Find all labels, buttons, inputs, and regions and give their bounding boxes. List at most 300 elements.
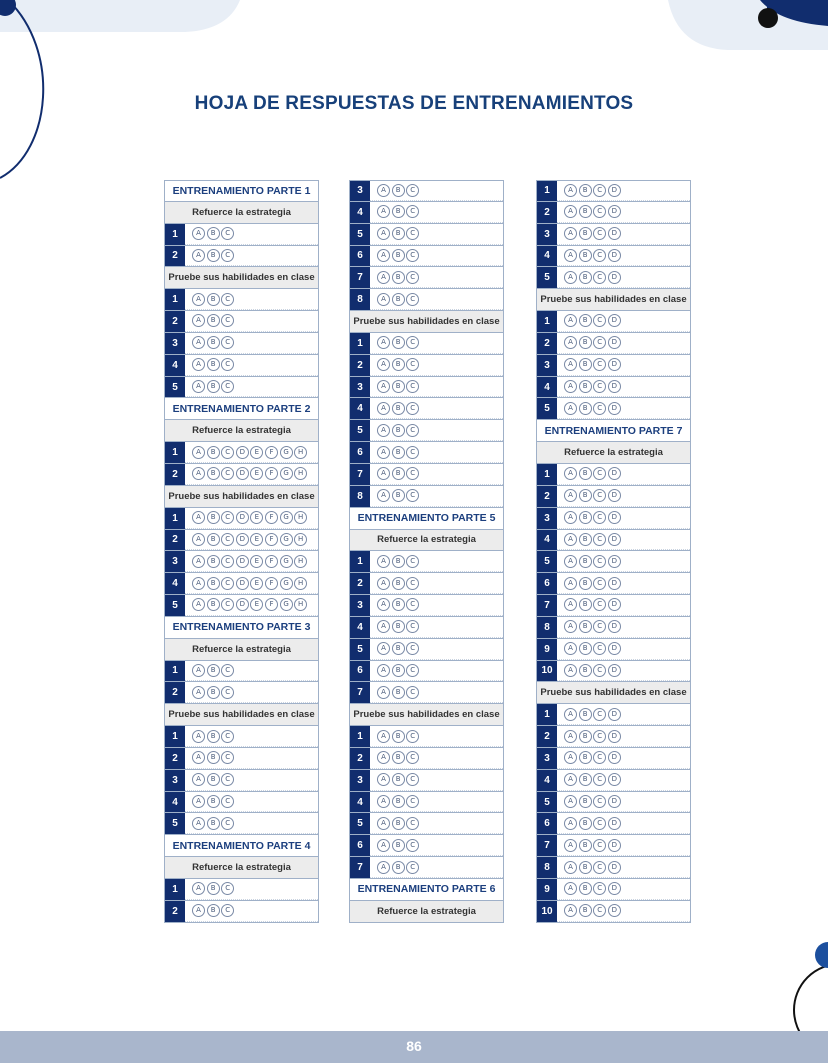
answer-bubble[interactable]: A	[377, 184, 390, 197]
answer-bubble[interactable]: F	[265, 598, 278, 611]
answer-bubble[interactable]: H	[294, 598, 307, 611]
answer-bubble[interactable]: D	[608, 620, 621, 633]
answer-bubble[interactable]: B	[392, 249, 405, 262]
answer-bubble[interactable]: B	[392, 184, 405, 197]
answer-bubble[interactable]: A	[564, 577, 577, 590]
answer-bubble[interactable]: B	[579, 227, 592, 240]
answer-bubble[interactable]: C	[221, 467, 234, 480]
answer-bubble[interactable]: C	[406, 446, 419, 459]
answer-bubble[interactable]: C	[221, 533, 234, 546]
answer-bubble[interactable]: B	[392, 795, 405, 808]
answer-bubble[interactable]: A	[377, 227, 390, 240]
answer-bubble[interactable]: A	[377, 795, 390, 808]
answer-bubble[interactable]: B	[392, 555, 405, 568]
answer-bubble[interactable]: A	[377, 358, 390, 371]
answer-bubble[interactable]: D	[608, 184, 621, 197]
answer-bubble[interactable]: B	[579, 817, 592, 830]
answer-bubble[interactable]: C	[221, 358, 234, 371]
answer-bubble[interactable]: D	[608, 817, 621, 830]
answer-bubble[interactable]: F	[265, 533, 278, 546]
answer-bubble[interactable]: A	[377, 861, 390, 874]
answer-bubble[interactable]: D	[608, 708, 621, 721]
answer-bubble[interactable]: C	[593, 751, 606, 764]
answer-bubble[interactable]: B	[579, 751, 592, 764]
answer-bubble[interactable]: B	[207, 533, 220, 546]
answer-bubble[interactable]: A	[192, 773, 205, 786]
answer-bubble[interactable]: D	[236, 577, 249, 590]
answer-bubble[interactable]: C	[593, 336, 606, 349]
answer-bubble[interactable]: B	[207, 555, 220, 568]
answer-bubble[interactable]: C	[406, 730, 419, 743]
answer-bubble[interactable]: B	[579, 380, 592, 393]
answer-bubble[interactable]: E	[250, 446, 263, 459]
answer-bubble[interactable]: C	[406, 555, 419, 568]
answer-bubble[interactable]: B	[579, 358, 592, 371]
answer-bubble[interactable]: C	[593, 708, 606, 721]
answer-bubble[interactable]: C	[221, 598, 234, 611]
answer-bubble[interactable]: C	[593, 795, 606, 808]
answer-bubble[interactable]: C	[221, 336, 234, 349]
answer-bubble[interactable]: B	[207, 751, 220, 764]
answer-bubble[interactable]: C	[406, 686, 419, 699]
answer-bubble[interactable]: A	[192, 555, 205, 568]
answer-bubble[interactable]: B	[579, 642, 592, 655]
answer-bubble[interactable]: B	[207, 314, 220, 327]
answer-bubble[interactable]: F	[265, 555, 278, 568]
answer-bubble[interactable]: C	[406, 380, 419, 393]
answer-bubble[interactable]: D	[608, 205, 621, 218]
answer-bubble[interactable]: A	[192, 533, 205, 546]
answer-bubble[interactable]: C	[406, 184, 419, 197]
answer-bubble[interactable]: A	[564, 730, 577, 743]
answer-bubble[interactable]: C	[593, 380, 606, 393]
answer-bubble[interactable]: B	[579, 205, 592, 218]
answer-bubble[interactable]: C	[406, 795, 419, 808]
answer-bubble[interactable]: A	[377, 424, 390, 437]
answer-bubble[interactable]: A	[564, 817, 577, 830]
answer-bubble[interactable]: A	[564, 227, 577, 240]
answer-bubble[interactable]: C	[593, 184, 606, 197]
answer-bubble[interactable]: B	[392, 446, 405, 459]
answer-bubble[interactable]: E	[250, 533, 263, 546]
answer-bubble[interactable]: C	[221, 664, 234, 677]
answer-bubble[interactable]: C	[221, 904, 234, 917]
answer-bubble[interactable]: A	[377, 577, 390, 590]
answer-bubble[interactable]: B	[207, 817, 220, 830]
answer-bubble[interactable]: A	[192, 730, 205, 743]
answer-bubble[interactable]: A	[377, 446, 390, 459]
answer-bubble[interactable]: A	[564, 358, 577, 371]
answer-bubble[interactable]: A	[192, 751, 205, 764]
answer-bubble[interactable]: A	[192, 598, 205, 611]
answer-bubble[interactable]: H	[294, 577, 307, 590]
answer-bubble[interactable]: C	[406, 577, 419, 590]
answer-bubble[interactable]: B	[579, 402, 592, 415]
answer-bubble[interactable]: A	[564, 467, 577, 480]
answer-bubble[interactable]: C	[221, 380, 234, 393]
answer-bubble[interactable]: C	[593, 773, 606, 786]
answer-bubble[interactable]: C	[593, 642, 606, 655]
answer-bubble[interactable]: E	[250, 511, 263, 524]
answer-bubble[interactable]: A	[377, 598, 390, 611]
answer-bubble[interactable]: D	[608, 664, 621, 677]
answer-bubble[interactable]: C	[406, 839, 419, 852]
answer-bubble[interactable]: B	[579, 882, 592, 895]
answer-bubble[interactable]: A	[377, 839, 390, 852]
answer-bubble[interactable]: D	[236, 467, 249, 480]
answer-bubble[interactable]: B	[207, 467, 220, 480]
answer-bubble[interactable]: C	[406, 664, 419, 677]
answer-bubble[interactable]: D	[608, 380, 621, 393]
answer-bubble[interactable]: D	[608, 555, 621, 568]
answer-bubble[interactable]: B	[392, 293, 405, 306]
answer-bubble[interactable]: B	[392, 620, 405, 633]
answer-bubble[interactable]: D	[608, 642, 621, 655]
answer-bubble[interactable]: A	[192, 577, 205, 590]
answer-bubble[interactable]: G	[280, 446, 293, 459]
answer-bubble[interactable]: A	[564, 555, 577, 568]
answer-bubble[interactable]: A	[564, 380, 577, 393]
answer-bubble[interactable]: C	[593, 467, 606, 480]
answer-bubble[interactable]: C	[406, 598, 419, 611]
answer-bubble[interactable]: B	[579, 467, 592, 480]
answer-bubble[interactable]: A	[377, 402, 390, 415]
answer-bubble[interactable]: C	[593, 882, 606, 895]
answer-bubble[interactable]: A	[377, 620, 390, 633]
answer-bubble[interactable]: F	[265, 577, 278, 590]
answer-bubble[interactable]: E	[250, 555, 263, 568]
answer-bubble[interactable]: A	[377, 817, 390, 830]
answer-bubble[interactable]: B	[392, 227, 405, 240]
answer-bubble[interactable]: A	[192, 227, 205, 240]
answer-bubble[interactable]: A	[377, 293, 390, 306]
answer-bubble[interactable]: C	[221, 555, 234, 568]
answer-bubble[interactable]: A	[564, 184, 577, 197]
answer-bubble[interactable]: C	[406, 402, 419, 415]
answer-bubble[interactable]: B	[207, 730, 220, 743]
answer-bubble[interactable]: B	[579, 664, 592, 677]
answer-bubble[interactable]: D	[236, 598, 249, 611]
answer-bubble[interactable]: G	[280, 555, 293, 568]
answer-bubble[interactable]: A	[192, 336, 205, 349]
answer-bubble[interactable]: B	[392, 773, 405, 786]
answer-bubble[interactable]: D	[608, 861, 621, 874]
answer-bubble[interactable]: B	[207, 686, 220, 699]
answer-bubble[interactable]: B	[392, 424, 405, 437]
answer-bubble[interactable]: G	[280, 598, 293, 611]
answer-bubble[interactable]: C	[593, 402, 606, 415]
answer-bubble[interactable]: A	[564, 402, 577, 415]
answer-bubble[interactable]: A	[564, 642, 577, 655]
answer-bubble[interactable]: B	[392, 598, 405, 611]
answer-bubble[interactable]: B	[392, 817, 405, 830]
answer-bubble[interactable]: A	[192, 380, 205, 393]
answer-bubble[interactable]: A	[564, 620, 577, 633]
answer-bubble[interactable]: A	[192, 446, 205, 459]
answer-bubble[interactable]: A	[192, 249, 205, 262]
answer-bubble[interactable]: B	[579, 708, 592, 721]
answer-bubble[interactable]: A	[192, 314, 205, 327]
answer-bubble[interactable]: B	[207, 577, 220, 590]
answer-bubble[interactable]: D	[236, 533, 249, 546]
answer-bubble[interactable]: A	[192, 467, 205, 480]
answer-bubble[interactable]: A	[564, 882, 577, 895]
answer-bubble[interactable]: D	[608, 773, 621, 786]
answer-bubble[interactable]: A	[564, 205, 577, 218]
answer-bubble[interactable]: A	[377, 380, 390, 393]
answer-bubble[interactable]: D	[608, 795, 621, 808]
answer-bubble[interactable]: C	[593, 577, 606, 590]
answer-bubble[interactable]: B	[207, 293, 220, 306]
answer-bubble[interactable]: B	[579, 511, 592, 524]
answer-bubble[interactable]: A	[564, 533, 577, 546]
answer-bubble[interactable]: A	[564, 664, 577, 677]
answer-bubble[interactable]: A	[377, 555, 390, 568]
answer-bubble[interactable]: B	[579, 336, 592, 349]
answer-bubble[interactable]: C	[406, 336, 419, 349]
answer-bubble[interactable]: D	[608, 271, 621, 284]
answer-bubble[interactable]: B	[579, 533, 592, 546]
answer-bubble[interactable]: B	[207, 511, 220, 524]
answer-bubble[interactable]: C	[221, 446, 234, 459]
answer-bubble[interactable]: D	[608, 511, 621, 524]
answer-bubble[interactable]: B	[392, 751, 405, 764]
answer-bubble[interactable]: B	[392, 686, 405, 699]
answer-bubble[interactable]: B	[579, 620, 592, 633]
answer-bubble[interactable]: D	[608, 839, 621, 852]
answer-bubble[interactable]: C	[221, 249, 234, 262]
answer-bubble[interactable]: C	[593, 730, 606, 743]
answer-bubble[interactable]: C	[593, 511, 606, 524]
answer-bubble[interactable]: C	[593, 227, 606, 240]
answer-bubble[interactable]: B	[392, 664, 405, 677]
answer-bubble[interactable]: D	[608, 249, 621, 262]
answer-bubble[interactable]: C	[593, 314, 606, 327]
answer-bubble[interactable]: A	[377, 271, 390, 284]
answer-bubble[interactable]: C	[406, 773, 419, 786]
answer-bubble[interactable]: B	[579, 489, 592, 502]
answer-bubble[interactable]: B	[392, 577, 405, 590]
answer-bubble[interactable]: B	[207, 795, 220, 808]
answer-bubble[interactable]: C	[406, 861, 419, 874]
answer-bubble[interactable]: E	[250, 598, 263, 611]
answer-bubble[interactable]: H	[294, 467, 307, 480]
answer-bubble[interactable]: A	[192, 293, 205, 306]
answer-bubble[interactable]: B	[579, 184, 592, 197]
answer-bubble[interactable]: A	[564, 336, 577, 349]
answer-bubble[interactable]: D	[608, 358, 621, 371]
answer-bubble[interactable]: B	[579, 904, 592, 917]
answer-bubble[interactable]: H	[294, 511, 307, 524]
answer-bubble[interactable]: G	[280, 577, 293, 590]
answer-bubble[interactable]: H	[294, 446, 307, 459]
answer-bubble[interactable]: B	[207, 598, 220, 611]
answer-bubble[interactable]: B	[579, 795, 592, 808]
answer-bubble[interactable]: D	[608, 227, 621, 240]
answer-bubble[interactable]: C	[221, 686, 234, 699]
answer-bubble[interactable]: D	[608, 577, 621, 590]
answer-bubble[interactable]: C	[406, 358, 419, 371]
answer-bubble[interactable]: A	[564, 271, 577, 284]
answer-bubble[interactable]: A	[377, 249, 390, 262]
answer-bubble[interactable]: B	[579, 249, 592, 262]
answer-bubble[interactable]: D	[236, 511, 249, 524]
answer-bubble[interactable]: C	[221, 751, 234, 764]
answer-bubble[interactable]: B	[392, 205, 405, 218]
answer-bubble[interactable]: C	[593, 620, 606, 633]
answer-bubble[interactable]: B	[207, 336, 220, 349]
answer-bubble[interactable]: G	[280, 511, 293, 524]
answer-bubble[interactable]: A	[192, 511, 205, 524]
answer-bubble[interactable]: A	[192, 882, 205, 895]
answer-bubble[interactable]: B	[579, 730, 592, 743]
answer-bubble[interactable]: D	[236, 555, 249, 568]
answer-bubble[interactable]: B	[579, 861, 592, 874]
answer-bubble[interactable]: E	[250, 467, 263, 480]
answer-bubble[interactable]: A	[564, 511, 577, 524]
answer-bubble[interactable]: G	[280, 467, 293, 480]
answer-bubble[interactable]: H	[294, 533, 307, 546]
answer-bubble[interactable]: C	[406, 489, 419, 502]
answer-bubble[interactable]: C	[406, 642, 419, 655]
answer-bubble[interactable]: D	[608, 336, 621, 349]
answer-bubble[interactable]: D	[608, 904, 621, 917]
answer-bubble[interactable]: A	[377, 751, 390, 764]
answer-bubble[interactable]: C	[221, 795, 234, 808]
answer-bubble[interactable]: B	[579, 839, 592, 852]
answer-bubble[interactable]: A	[377, 730, 390, 743]
answer-bubble[interactable]: B	[392, 402, 405, 415]
answer-bubble[interactable]: A	[564, 489, 577, 502]
answer-bubble[interactable]: C	[406, 271, 419, 284]
answer-bubble[interactable]: B	[207, 773, 220, 786]
answer-bubble[interactable]: C	[593, 555, 606, 568]
answer-bubble[interactable]: C	[221, 730, 234, 743]
answer-bubble[interactable]: A	[564, 773, 577, 786]
answer-bubble[interactable]: A	[192, 664, 205, 677]
answer-bubble[interactable]: A	[377, 336, 390, 349]
answer-bubble[interactable]: C	[593, 533, 606, 546]
answer-bubble[interactable]: B	[579, 577, 592, 590]
answer-bubble[interactable]: C	[593, 861, 606, 874]
answer-bubble[interactable]: C	[221, 314, 234, 327]
answer-bubble[interactable]: A	[377, 686, 390, 699]
answer-bubble[interactable]: E	[250, 577, 263, 590]
answer-bubble[interactable]: C	[593, 205, 606, 218]
answer-bubble[interactable]: C	[406, 467, 419, 480]
answer-bubble[interactable]: D	[608, 314, 621, 327]
answer-bubble[interactable]: C	[593, 271, 606, 284]
answer-bubble[interactable]: A	[564, 314, 577, 327]
answer-bubble[interactable]: B	[207, 227, 220, 240]
answer-bubble[interactable]: A	[377, 467, 390, 480]
answer-bubble[interactable]: D	[608, 882, 621, 895]
answer-bubble[interactable]: C	[406, 293, 419, 306]
answer-bubble[interactable]: B	[207, 446, 220, 459]
answer-bubble[interactable]: C	[406, 227, 419, 240]
answer-bubble[interactable]: A	[377, 205, 390, 218]
answer-bubble[interactable]: A	[564, 861, 577, 874]
answer-bubble[interactable]: A	[377, 773, 390, 786]
answer-bubble[interactable]: C	[221, 511, 234, 524]
answer-bubble[interactable]: C	[593, 598, 606, 611]
answer-bubble[interactable]: B	[392, 467, 405, 480]
answer-bubble[interactable]: B	[579, 598, 592, 611]
answer-bubble[interactable]: D	[608, 751, 621, 764]
answer-bubble[interactable]: C	[221, 817, 234, 830]
answer-bubble[interactable]: B	[392, 380, 405, 393]
answer-bubble[interactable]: D	[236, 446, 249, 459]
answer-bubble[interactable]: C	[406, 205, 419, 218]
answer-bubble[interactable]: C	[221, 773, 234, 786]
answer-bubble[interactable]: C	[593, 904, 606, 917]
answer-bubble[interactable]: B	[392, 642, 405, 655]
answer-bubble[interactable]: H	[294, 555, 307, 568]
answer-bubble[interactable]: F	[265, 467, 278, 480]
answer-bubble[interactable]: A	[192, 795, 205, 808]
answer-bubble[interactable]: B	[392, 336, 405, 349]
answer-bubble[interactable]: C	[221, 577, 234, 590]
answer-bubble[interactable]: D	[608, 402, 621, 415]
answer-bubble[interactable]: A	[564, 708, 577, 721]
answer-bubble[interactable]: A	[192, 686, 205, 699]
answer-bubble[interactable]: C	[406, 620, 419, 633]
answer-bubble[interactable]: B	[579, 271, 592, 284]
answer-bubble[interactable]: C	[406, 817, 419, 830]
answer-bubble[interactable]: A	[377, 489, 390, 502]
answer-bubble[interactable]: A	[192, 817, 205, 830]
answer-bubble[interactable]: B	[207, 249, 220, 262]
answer-bubble[interactable]: C	[593, 489, 606, 502]
answer-bubble[interactable]: B	[207, 882, 220, 895]
answer-bubble[interactable]: D	[608, 533, 621, 546]
answer-bubble[interactable]: B	[392, 358, 405, 371]
answer-bubble[interactable]: C	[221, 293, 234, 306]
answer-bubble[interactable]: B	[579, 773, 592, 786]
answer-bubble[interactable]: A	[564, 249, 577, 262]
answer-bubble[interactable]: D	[608, 489, 621, 502]
answer-bubble[interactable]: D	[608, 467, 621, 480]
answer-bubble[interactable]: C	[593, 358, 606, 371]
answer-bubble[interactable]: F	[265, 446, 278, 459]
answer-bubble[interactable]: A	[564, 598, 577, 611]
answer-bubble[interactable]: B	[207, 358, 220, 371]
answer-bubble[interactable]: A	[192, 904, 205, 917]
answer-bubble[interactable]: B	[392, 489, 405, 502]
answer-bubble[interactable]: B	[207, 664, 220, 677]
answer-bubble[interactable]: D	[608, 730, 621, 743]
answer-bubble[interactable]: C	[406, 424, 419, 437]
answer-bubble[interactable]: D	[608, 598, 621, 611]
answer-bubble[interactable]: A	[564, 839, 577, 852]
answer-bubble[interactable]: A	[377, 642, 390, 655]
answer-bubble[interactable]: B	[579, 555, 592, 568]
answer-bubble[interactable]: C	[593, 839, 606, 852]
answer-bubble[interactable]: C	[593, 817, 606, 830]
answer-bubble[interactable]: C	[406, 751, 419, 764]
answer-bubble[interactable]: F	[265, 511, 278, 524]
answer-bubble[interactable]: C	[593, 249, 606, 262]
answer-bubble[interactable]: B	[207, 904, 220, 917]
answer-bubble[interactable]: B	[392, 271, 405, 284]
answer-bubble[interactable]: A	[564, 904, 577, 917]
answer-bubble[interactable]: B	[207, 380, 220, 393]
answer-bubble[interactable]: A	[564, 751, 577, 764]
answer-bubble[interactable]: A	[377, 664, 390, 677]
answer-bubble[interactable]: C	[221, 882, 234, 895]
answer-bubble[interactable]: C	[406, 249, 419, 262]
answer-bubble[interactable]: B	[579, 314, 592, 327]
